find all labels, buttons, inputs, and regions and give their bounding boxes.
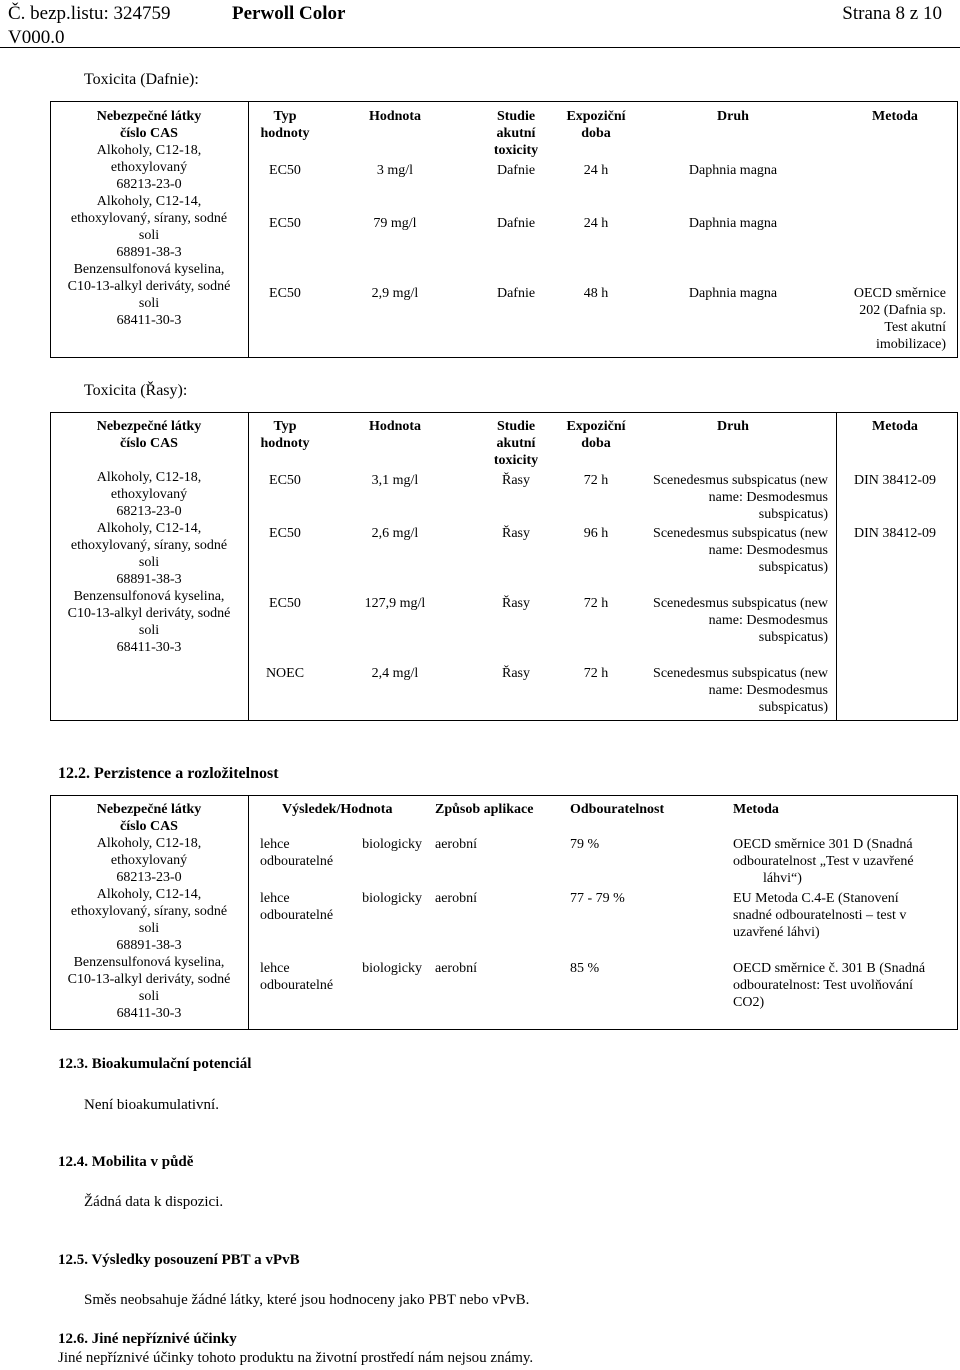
study-header: Studie akutní toxicity <box>493 109 539 158</box>
daphnia-title: Toxicita (Dafnie): <box>84 71 199 88</box>
column-divider <box>248 102 249 357</box>
substance-line: Alkoholy, C12-14, <box>96 521 202 536</box>
column-divider <box>248 796 249 1029</box>
table-cell-method: OECD směrnice 202 (Dafnia sp. Test akutní imobilizace) <box>853 286 946 352</box>
substance-line: 68213-23-0 <box>116 177 182 192</box>
substance-line: 68891-38-3 <box>116 245 182 260</box>
header-divider <box>0 47 960 48</box>
page-number: Strana 8 z 10 <box>842 3 942 24</box>
cas-header: číslo CAS <box>120 126 178 141</box>
substance-line: ethoxylovaný, sírany, sodné <box>70 904 228 919</box>
persistence-substance-column <box>52 801 246 1022</box>
substance-line: 68411-30-3 <box>116 313 182 328</box>
table-cell-method: OECD směrnice 301 D (Snadná odbouratelnost „Test v uzavřené láhvi“) <box>733 837 914 886</box>
table-cell-type: EC50 <box>269 526 301 541</box>
table-cell-exposure: 24 h <box>583 216 609 231</box>
table-cell-result: lehce biologicky odbouratelné <box>260 961 422 993</box>
substance-line: 68213-23-0 <box>116 504 182 519</box>
table-cell-degradability: 79 % <box>570 837 600 852</box>
substance-line: Alkoholy, C12-14, <box>96 887 202 902</box>
table-cell-value: 2,4 mg/l <box>371 666 419 681</box>
type-header: Typ hodnoty <box>260 419 310 451</box>
table-cell-degradability: 85 % <box>570 961 600 976</box>
substance-line: ethoxylovaný <box>110 853 188 868</box>
substance-line: soli <box>138 555 160 570</box>
mobility-text: Žádná data k dispozici. <box>84 1194 224 1210</box>
substance-line: soli <box>138 921 160 936</box>
section-heading-12-2: 12.2. Perzistence a rozložitelnost <box>58 765 279 782</box>
method-header: Metoda <box>872 419 918 434</box>
table-cell-value: 2,9 mg/l <box>371 286 419 301</box>
table-cell-study: Dafnie <box>496 216 536 231</box>
table-cell-value: 79 mg/l <box>373 216 417 231</box>
substance-line: 68891-38-3 <box>116 938 182 953</box>
other-effects-text: Jiné nepříznivé účinky tohoto produktu na životní prostředí nám nejsou známy. <box>58 1350 534 1366</box>
version: V000.0 <box>8 27 65 48</box>
column-divider <box>836 413 837 720</box>
substance-line: 68411-30-3 <box>116 1006 182 1021</box>
table-cell-result: lehce biologicky odbouratelné <box>260 837 422 869</box>
section-heading-12-5: 12.5. Výsledky posouzení PBT a vPvB <box>58 1252 300 1268</box>
table-cell-type: EC50 <box>269 286 301 301</box>
section-heading-12-6: 12.6. Jiné nepříznivé účinky <box>58 1331 237 1347</box>
table-cell-method: DIN 38412-09 <box>853 473 937 488</box>
substance-line: 68411-30-3 <box>116 640 182 655</box>
sheet-number: Č. bezp.listu: 324759 <box>8 3 171 24</box>
species-header: Druh <box>717 109 749 124</box>
table-cell-exposure: 72 h <box>583 473 609 488</box>
type-header: Typ hodnoty <box>260 109 310 141</box>
algae-title: Toxicita (Řasy): <box>84 382 188 399</box>
value-header: Hodnota <box>368 419 422 434</box>
pbt-text: Směs neobsahuje žádné látky, které jsou hodnoceny jako PBT nebo vPvB. <box>84 1292 530 1308</box>
table-cell-value: 127,9 mg/l <box>364 596 426 611</box>
table-cell-value: 3 mg/l <box>376 163 414 178</box>
table-cell-exposure: 24 h <box>583 163 609 178</box>
table-cell-type: EC50 <box>269 163 301 178</box>
table-cell-study: Řasy <box>502 596 530 611</box>
substance-line: Alkoholy, C12-18, <box>96 470 202 485</box>
substance-header: Nebezpečné látky <box>96 802 202 817</box>
product-name: Perwoll Color <box>232 3 346 24</box>
substance-line: C10-13-alkyl deriváty, sodné <box>67 972 231 987</box>
table-cell-method: OECD směrnice č. 301 B (Snadná odbouratelnost: Test uvolňování CO2) <box>733 961 926 1010</box>
exposure-header: Expoziční doba <box>566 419 626 451</box>
table-cell-type: EC50 <box>269 473 301 488</box>
substance-line: ethoxylovaný, sírany, sodné <box>70 211 228 226</box>
table-cell-type: EC50 <box>269 216 301 231</box>
substance-header: Nebezpečné látky <box>96 419 202 434</box>
value-header: Hodnota <box>368 109 422 124</box>
section-heading-12-3: 12.3. Bioakumulační potenciál <box>58 1056 252 1072</box>
substance-line: soli <box>138 623 160 638</box>
table-cell-result: lehce biologicky odbouratelné <box>260 891 422 923</box>
table-cell-value: 3,1 mg/l <box>371 473 419 488</box>
daphnia-substance-column <box>52 108 246 329</box>
species-header: Druh <box>717 419 749 434</box>
table-cell-application: aerobní <box>435 837 477 852</box>
exposure-header: Expoziční doba <box>566 109 626 141</box>
table-cell-exposure: 96 h <box>583 526 609 541</box>
table-cell-study: Řasy <box>502 666 530 681</box>
result-header: Výsledek/Hodnota <box>282 802 393 817</box>
table-cell-application: aerobní <box>435 961 477 976</box>
substance-line: soli <box>138 228 160 243</box>
table-cell-species: Scenedesmus subspicatus (new name: Desmodesmus subspicatus) <box>653 526 828 575</box>
table-cell-type: NOEC <box>265 666 305 681</box>
table-cell-type: EC50 <box>269 596 301 611</box>
table-cell-exposure: 72 h <box>583 596 609 611</box>
table-cell-exposure: 48 h <box>583 286 609 301</box>
method-header: Metoda <box>733 802 779 817</box>
table-cell-method: DIN 38412-09 <box>853 526 937 541</box>
algae-substance-column <box>52 418 246 656</box>
substance-line: C10-13-alkyl deriváty, sodné <box>67 279 231 294</box>
table-cell-degradability: 77 - 79 % <box>570 891 625 906</box>
substance-line: 68213-23-0 <box>116 870 182 885</box>
study-header: Studie akutní toxicity <box>493 419 539 468</box>
column-divider <box>248 413 249 720</box>
table-cell-species: Daphnia magna <box>688 216 778 231</box>
substance-line: Benzensulfonová kyselina, <box>73 589 225 604</box>
table-cell-value: 2,6 mg/l <box>371 526 419 541</box>
degradability-header: Odbouratelnost <box>570 802 665 817</box>
substance-line: ethoxylovaný, sírany, sodné <box>70 538 228 553</box>
table-cell-species: Daphnia magna <box>688 286 778 301</box>
substance-line: Alkoholy, C12-18, <box>96 143 202 158</box>
bioaccumulation-text: Není bioakumulativní. <box>84 1097 219 1113</box>
substance-line: Alkoholy, C12-14, <box>96 194 202 209</box>
table-cell-study: Dafnie <box>496 163 536 178</box>
substance-line: ethoxylovaný <box>110 160 188 175</box>
table-cell-study: Dafnie <box>496 286 536 301</box>
table-cell-species: Scenedesmus subspicatus (new name: Desmodesmus subspicatus) <box>653 666 828 715</box>
table-cell-application: aerobní <box>435 891 477 906</box>
substance-line: soli <box>138 296 160 311</box>
substance-line: C10-13-alkyl deriváty, sodné <box>67 606 231 621</box>
substance-line: soli <box>138 989 160 1004</box>
table-cell-species: Scenedesmus subspicatus (new name: Desmodesmus subspicatus) <box>653 473 828 522</box>
cas-header: číslo CAS <box>120 436 178 451</box>
table-cell-study: Řasy <box>502 526 530 541</box>
table-cell-study: Řasy <box>502 473 530 488</box>
table-cell-species: Daphnia magna <box>688 163 778 178</box>
substance-line: Benzensulfonová kyselina, <box>73 955 225 970</box>
section-heading-12-4: 12.4. Mobilita v půdě <box>58 1154 194 1170</box>
cas-header: číslo CAS <box>120 819 178 834</box>
substance-line: 68891-38-3 <box>116 572 182 587</box>
method-header: Metoda <box>872 109 918 124</box>
substance-header: Nebezpečné látky <box>96 109 202 124</box>
substance-line: ethoxylovaný <box>110 487 188 502</box>
substance-line: Benzensulfonová kyselina, <box>73 262 225 277</box>
table-cell-species: Scenedesmus subspicatus (new name: Desmodesmus subspicatus) <box>653 596 828 645</box>
application-header: Způsob aplikace <box>435 802 534 817</box>
substance-line: Alkoholy, C12-18, <box>96 836 202 851</box>
table-cell-method: EU Metoda C.4-E (Stanovení snadné odbouratelnosti – test v uzavřené láhvi) <box>733 891 907 940</box>
table-cell-exposure: 72 h <box>583 666 609 681</box>
